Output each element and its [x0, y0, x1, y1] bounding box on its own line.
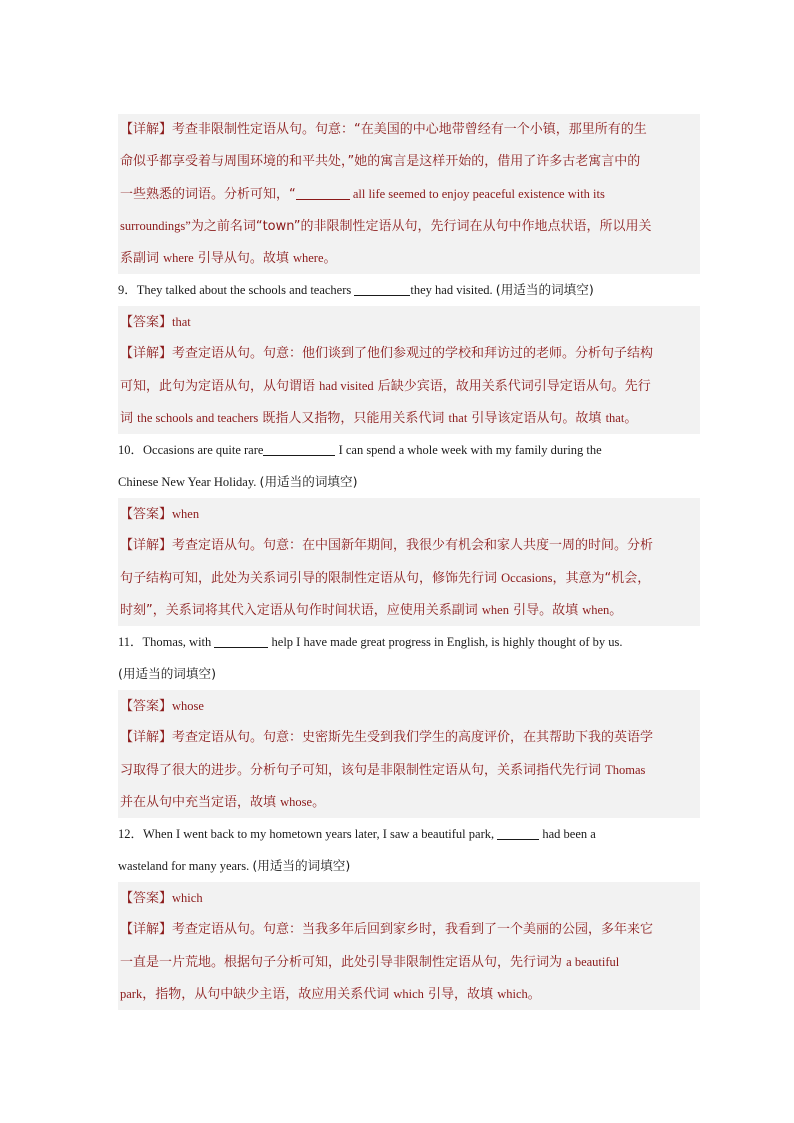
q11-detail-line-1 [120, 722, 700, 754]
q12-detail-en-3e: which [497, 987, 528, 1001]
q8-detail-en-5b: where [163, 251, 194, 265]
q8-detail-en-4: surroundings” [120, 219, 191, 233]
q9-answer-block [118, 306, 700, 434]
q9-detail-text-3e: 引导该定语从句。故填 [467, 411, 606, 426]
q10-detail-text-1: 考查定语从句。句意：在中国新年期间，我很少有机会和家人共度一周的时间。分析 [172, 538, 654, 553]
q12-detail-text-2a: 一直是一片荒地。根据句子分析可知，此处引导非限制性定语从句，先行词为 [120, 955, 567, 970]
q9-answer-line [120, 306, 700, 338]
q10-text-after: I can spend a whole week with my family during the [335, 443, 602, 457]
q9-line-1 [118, 274, 700, 306]
detail-label: 【详解】 [120, 346, 173, 361]
q12-detail-text-3d: 引导，故填 [423, 987, 498, 1002]
answer-blank [296, 185, 350, 200]
q9-detail-line-1 [120, 338, 700, 370]
q12-answer-line [120, 882, 700, 914]
q8-detail-line-4 [120, 210, 700, 242]
q12-detail-en-2b: a beautiful [566, 955, 620, 969]
q8-detail-en-3: all life seemed to enjoy peaceful existence with its [349, 187, 605, 201]
q12-text: 12．When I went back to my hometown years later, I saw a beautiful park, [118, 827, 498, 841]
q10-detail-line-2 [120, 562, 700, 594]
q10-detail-text-3a: 时刻”，关系词将其代入定语从句作时间状语，应使用关系副词 [120, 603, 482, 618]
q10-detail-text-2a: 句子结构可知，此处为关系词引导的限制性定语从句，修饰先行词 [120, 571, 502, 586]
q8-detail-text-5a: 系副词 [120, 251, 164, 266]
q12-answer: which [172, 891, 203, 905]
q8-detail-text-3: 一些熟悉的词语。分析可知，“ [120, 187, 296, 202]
q8-detail-line-5 [120, 242, 700, 274]
q12-instruction: (用适当的词填空) [252, 858, 351, 873]
q10-answer-line [120, 498, 700, 530]
answer-label: 【答案】 [120, 315, 173, 330]
q12-detail-line-2 [120, 946, 700, 978]
question-10 [118, 434, 700, 498]
q10-text-2: Chinese New Year Holiday. [118, 475, 260, 489]
q9-detail-text-3g: 。 [624, 411, 638, 426]
q9-detail-text-1: 考查定语从句。句意：他们谈到了他们参观过的学校和拜访过的老师。分析句子结构 [172, 346, 654, 361]
q9-text: 9．They talked about the schools and teachers [118, 283, 355, 297]
answer-label: 【答案】 [120, 507, 173, 522]
q8-detail-text-2: 命似乎都享受着与周围环境的和平共处，”她的寓言是这样开始的，借用了许多古老寓言中的 [120, 154, 641, 169]
q8-detail-line-2 [120, 146, 700, 178]
answer-blank [497, 825, 539, 840]
q9-detail-en-3d: that [448, 411, 468, 425]
q11-answer-line [120, 690, 700, 722]
q10-detail-text-3e: 。 [609, 603, 623, 618]
q8-detail-en-5d: where [292, 251, 324, 265]
q10-answer-block [118, 498, 700, 626]
detail-label: 【详解】 [120, 922, 173, 937]
q9-detail-line-3 [120, 402, 700, 434]
q9-detail-text-3c: 既指人又指物，只能用关系代词 [258, 411, 449, 426]
q11-text-after: help I have made great progress in English, is highly thought of by us. [268, 635, 623, 649]
q11-detail-text-1: 考查定语从句。句意：史密斯先生受到我们学生的高度评价，在其帮助下我的英语学 [172, 730, 654, 745]
q10-detail-en-3d: when [582, 603, 610, 617]
q10-detail-text-3c: 引导。故填 [508, 603, 583, 618]
detail-label: 【详解】 [120, 538, 173, 553]
q10-text: 10．Occasions are quite rare [118, 443, 264, 457]
q9-detail-line-2 [120, 370, 700, 402]
q12-answer-block [118, 882, 700, 1010]
q11-detail-en-3b: whose [280, 795, 313, 809]
q11-detail-line-3 [120, 786, 700, 818]
q11-answer-block [118, 690, 700, 818]
q11-text: 11．Thomas, with [118, 635, 215, 649]
question-9 [118, 274, 700, 306]
answer-blank [214, 633, 268, 648]
q9-answer: that [172, 315, 191, 329]
q12-line-1 [118, 818, 700, 850]
q8-detail-text-4: 为之前名词“town”的非限制性定语从句，先行词在从句中作地点状语，所以用关 [190, 219, 652, 234]
q12-line-2 [118, 850, 700, 882]
q11-line-1 [118, 626, 700, 658]
q8-detail-text-5c: 引导从句。故填 [193, 251, 293, 266]
question-11 [118, 626, 700, 690]
q8-detail-text-1: 考查非限制性定语从句。句意：“在美国的中心地带曾经有一个小镇，那里所有的生 [172, 122, 647, 137]
document-page [118, 114, 700, 1010]
q10-detail-en-2b: Occasions [501, 571, 553, 585]
question-12 [118, 818, 700, 882]
q10-line-1 [118, 434, 700, 466]
q11-detail-text-2a: 习取得了很大的进步。分析句子可知，该句是非限制性定语从句，关系词指代先行词 [120, 763, 606, 778]
q8-detail-block [118, 114, 700, 274]
q9-instruction: (用适当的词填空) [495, 282, 594, 297]
q11-detail-text-3a: 并在从句中充当定语，故填 [120, 795, 281, 810]
q10-detail-en-3b: when [481, 603, 509, 617]
q10-instruction: (用适当的词填空) [259, 474, 358, 489]
q10-answer: when [172, 507, 200, 521]
q12-text-after: had been a [539, 827, 596, 841]
q12-text-2: wasteland for many years. [118, 859, 253, 873]
q12-detail-text-1: 考查定语从句。句意：当我多年后回到家乡时，我看到了一个美丽的公园，多年来它 [172, 922, 654, 937]
q9-detail-text-3a: 词 [120, 411, 138, 426]
q9-detail-en-2b: had visited [319, 379, 374, 393]
q11-instruction: (用适当的词填空) [118, 666, 216, 681]
q10-detail-line-3 [120, 594, 700, 626]
detail-label: 【详解】 [120, 730, 173, 745]
q11-detail-en-2b: Thomas [605, 763, 646, 777]
q11-answer: whose [172, 699, 204, 713]
q10-detail-line-1 [120, 530, 700, 562]
q9-detail-en-3b: the schools and teachers [137, 411, 259, 425]
q8-detail-line-1 [120, 114, 700, 146]
q10-line-2 [118, 466, 700, 498]
q10-detail-text-2c: ，其意为“机会， [552, 571, 651, 586]
answer-label: 【答案】 [120, 699, 173, 714]
q12-detail-en-3c: which [393, 987, 424, 1001]
q12-detail-text-3b: ，指物，从句中缺少主语，故应用关系代词 [142, 987, 394, 1002]
q9-text-after: they had visited. [410, 283, 496, 297]
q9-detail-en-3f: that [605, 411, 625, 425]
q8-detail-line-3 [120, 178, 700, 210]
answer-blank [354, 281, 410, 296]
q9-detail-text-2c: 后缺少宾语，故用关系代词引导定语从句。先行 [373, 379, 651, 394]
q12-detail-line-3 [120, 978, 700, 1010]
q12-detail-text-3f: 。 [527, 987, 541, 1002]
q11-detail-text-3c: 。 [312, 795, 326, 810]
q12-detail-en-3a: park [120, 987, 143, 1001]
answer-label: 【答案】 [120, 891, 173, 906]
answer-blank [263, 441, 335, 456]
q8-detail-text-5e: 。 [323, 251, 337, 266]
q11-detail-line-2 [120, 754, 700, 786]
q12-detail-line-1 [120, 914, 700, 946]
q9-detail-text-2a: 可知，此句为定语从句，从句谓语 [120, 379, 320, 394]
detail-label: 【详解】 [120, 122, 173, 137]
q11-line-2 [118, 658, 700, 690]
